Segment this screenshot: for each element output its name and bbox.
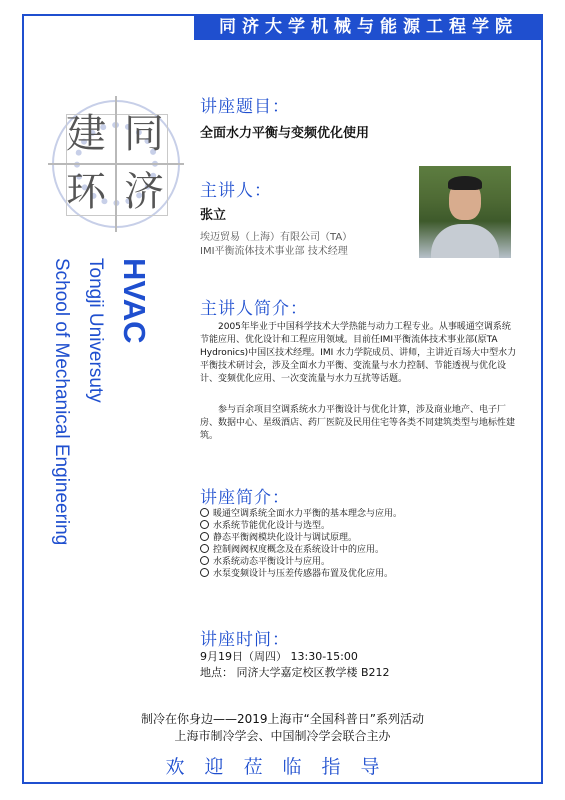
lecture-title-heading: 讲座题目： xyxy=(200,97,290,117)
circle-bullet-icon xyxy=(200,520,209,529)
list-item: 水系统节能优化设计与选型。 xyxy=(200,520,402,532)
logo-cross-horizontal xyxy=(48,163,184,165)
list-item: 静态平衡阀模块化设计与调试原理。 xyxy=(200,532,402,544)
speaker-heading: 主讲人： xyxy=(200,181,272,201)
logo-char-4: 济 xyxy=(124,169,164,215)
footer-event-line: 制冷在你身边——2019上海市“全国科普日”系列活动 xyxy=(141,712,424,726)
lecture-intro-heading: 讲座简介： xyxy=(200,488,290,508)
speaker-bio-paragraph-2: 参与百余项目空调系统水力平衡设计与优化计算，涉及商业地产、电子厂房、数据中心、星级酒店、药厂医院及民用住宅等各类不同建筑类型与地标性建筑。 xyxy=(200,405,516,441)
welcome-text: 欢迎莅临指导 xyxy=(165,756,400,778)
lecture-location: 地点： 同济大学嘉定校区教学楼 B212 xyxy=(200,666,390,679)
list-item: 暖通空调系统全面水力平衡的基本理念与应用。 xyxy=(200,508,402,520)
footer-organizer-line: 上海市制冷学会、中国制冷学会联合主办 xyxy=(174,729,391,743)
logo-char-1: 建 xyxy=(66,111,106,157)
lecture-time-heading: 讲座时间： xyxy=(200,630,290,650)
speaker-position: IMI平衡流体技术事业部 技术经理 xyxy=(200,246,348,257)
list-item: 水泵变频设计与压差传感器布置及优化应用。 xyxy=(200,568,402,580)
circle-bullet-icon xyxy=(200,508,209,517)
lecture-intro-list xyxy=(200,508,402,580)
speaker-bio-paragraph-1: 2005年毕业于中国科学技术大学热能与动力工程专业。从事暖通空调系统节能应用、优化设计和工程应用领域。目前任IMI平衡流体技术事业部(原TA Hydronics)中国区技术经理。IMI 水力学院成员、讲师，主讲近百场大中型水力平衡技术研讨会，涉及全面水力平衡、变流量与水力控制、节能透视与优化设计、变频优化应用、一次变流量与水力互扰等话题。 xyxy=(200,322,517,384)
university-vertical-text: Tongji Universuty xyxy=(85,258,106,403)
speaker-bio-heading: 主讲人简介： xyxy=(200,299,308,319)
circle-bullet-icon xyxy=(200,556,209,565)
school-vertical-text: School of Mechanical Engineering xyxy=(51,258,72,546)
list-item: 水系统动态平衡设计与应用。 xyxy=(200,556,402,568)
circle-bullet-icon xyxy=(200,532,209,541)
speaker-name: 张立 xyxy=(200,208,227,223)
speaker-company: 埃迈贸易（上海）有限公司（TA） xyxy=(200,232,353,243)
tongji-hvac-logo xyxy=(52,100,180,228)
speaker-photo xyxy=(419,166,511,258)
circle-bullet-icon xyxy=(200,568,209,577)
logo-char-3: 环 xyxy=(66,169,106,215)
logo-char-2: 同 xyxy=(124,111,164,157)
circle-bullet-icon xyxy=(200,544,209,553)
lecture-time: 9月19日（周四） 13:30-15:00 xyxy=(200,650,358,663)
school-banner: 同济大学机械与能源工程学院 xyxy=(194,14,543,40)
list-item: 控制阀阀权度概念及在系统设计中的应用。 xyxy=(200,544,402,556)
hvac-vertical-text: HVAC xyxy=(117,258,152,344)
lecture-title: 全面水力平衡与变频优化使用 xyxy=(200,126,370,141)
